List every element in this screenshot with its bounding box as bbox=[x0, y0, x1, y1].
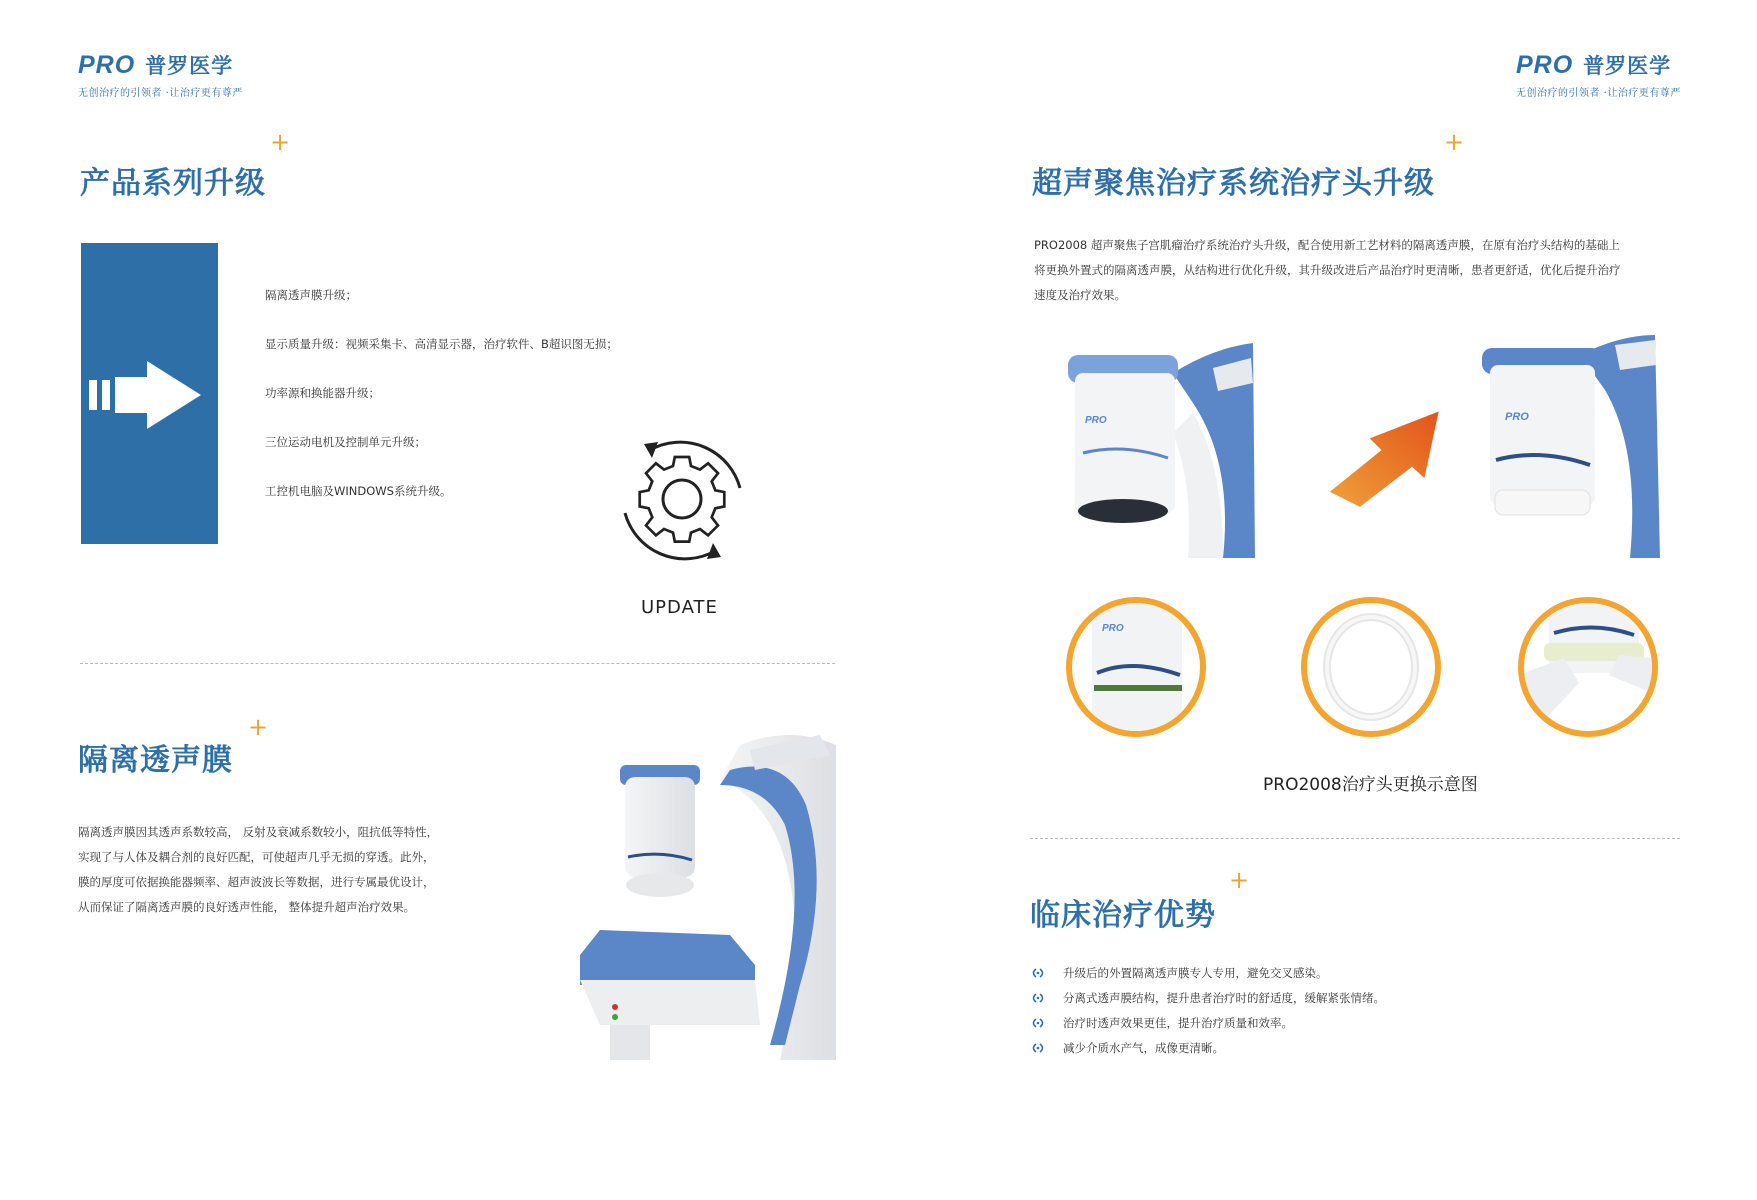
treatment-head-description bbox=[1034, 233, 1694, 308]
paragraph-line: 速度及治疗效果。 bbox=[1034, 288, 1126, 302]
paragraph-line: 从而保证了隔离透声膜的良好透声性能， 整体提升超声治疗效果。 bbox=[78, 900, 416, 914]
section-title-clinical-advantages: 临床治疗优势 bbox=[1030, 898, 1216, 933]
paragraph-line: 膜的厚度可依据换能器频率、超声波波长等数据，进行专属最优设计， bbox=[78, 875, 435, 889]
plus-decoration: + bbox=[1444, 128, 1465, 156]
list-item: 工控机电脑及WINDOWS系统升级。 bbox=[265, 483, 452, 498]
detail-circle-installation bbox=[1518, 597, 1658, 737]
advantage-text: 分离式透声膜结构，提升患者治疗时的舒适度，缓解紧张情绪。 bbox=[1063, 990, 1385, 1005]
section-title-product-upgrade: 产品系列升级 bbox=[80, 166, 266, 201]
device-pro-label: PRO bbox=[1085, 415, 1107, 426]
list-item: 三位运动电机及控制单元升级； bbox=[265, 434, 426, 449]
list-item bbox=[1030, 1010, 1385, 1035]
upgrade-arrow-block bbox=[81, 243, 218, 544]
list-item: 隔离透声膜升级； bbox=[265, 287, 357, 302]
plus-decoration: + bbox=[1229, 866, 1250, 894]
logo-pro-text: PRO bbox=[78, 50, 136, 79]
section-divider bbox=[80, 663, 835, 664]
image-caption: PRO2008治疗头更换示意图 bbox=[1263, 775, 1478, 795]
plus-decoration: + bbox=[270, 128, 291, 156]
paragraph-line: 将更换外置式的隔离透声膜，从结构进行优化升级，其升级改进后产品治疗时更清晰，患者更舒适，优化后提升治疗 bbox=[1034, 263, 1621, 277]
advantage-text: 升级后的外置隔离透声膜专人专用，避免交叉感染。 bbox=[1063, 965, 1328, 980]
bullet-icon bbox=[1030, 1017, 1046, 1029]
bullet-icon bbox=[1030, 1042, 1046, 1054]
section-title-isolation-membrane: 隔离透声膜 bbox=[78, 743, 233, 778]
bullet-icon bbox=[1030, 967, 1046, 979]
logo-name: 普罗医学 bbox=[1583, 54, 1672, 78]
logo-name: 普罗医学 bbox=[145, 54, 234, 78]
gear-update-icon bbox=[610, 428, 755, 573]
treatment-head-after-image bbox=[1480, 330, 1660, 558]
membrane-description bbox=[78, 820, 498, 920]
device-illustration bbox=[580, 725, 836, 1060]
brand-logo-right bbox=[1516, 50, 1681, 99]
advantage-list bbox=[1030, 960, 1385, 1060]
update-label: UPDATE bbox=[641, 597, 718, 618]
paragraph-line: PRO2008 超声聚焦子宫肌瘤治疗系统治疗头升级，配合使用新工艺材料的隔离透声膜，在原有治疗头结构的基础上 bbox=[1034, 238, 1620, 252]
section-divider bbox=[1030, 838, 1680, 839]
detail-circle-head bbox=[1066, 597, 1206, 737]
right-arrow-icon bbox=[81, 243, 218, 544]
logo-pro-text: PRO bbox=[1516, 50, 1574, 79]
advantage-text: 治疗时透声效果更佳，提升治疗质量和效率。 bbox=[1063, 1015, 1293, 1030]
upgrade-feature-list bbox=[265, 280, 618, 525]
list-item bbox=[1030, 1035, 1385, 1060]
upgrade-arrow-icon bbox=[1320, 400, 1450, 510]
paragraph-line: 实现了与人体及耦合剂的良好匹配，可使超声几乎无损的穿透。此外， bbox=[78, 850, 435, 864]
list-item: 显示质量升级：视频采集卡、高清显示器，治疗软件、B超识图无损； bbox=[265, 336, 618, 351]
brand-logo-left bbox=[78, 50, 243, 99]
list-item: 功率源和换能器升级； bbox=[265, 385, 380, 400]
device-pro-label: PRO bbox=[1102, 623, 1124, 634]
detail-circle-membrane-ring bbox=[1301, 597, 1441, 737]
device-pro-label: PRO bbox=[1505, 411, 1529, 423]
paragraph-line: 隔离透声膜因其透声系数较高， 反射及衰减系数较小，阻抗低等特性， bbox=[78, 825, 439, 839]
advantage-text: 减少介质水产气，成像更清晰。 bbox=[1063, 1040, 1224, 1055]
list-item bbox=[1030, 985, 1385, 1010]
treatment-head-before-image bbox=[1063, 343, 1255, 558]
plus-decoration: + bbox=[248, 713, 269, 741]
bullet-icon bbox=[1030, 992, 1046, 1004]
list-item bbox=[1030, 960, 1385, 985]
logo-tagline: 无创治疗的引领者 ·让治疗更有尊严 bbox=[78, 88, 243, 99]
section-title-treatment-head-upgrade: 超声聚焦治疗系统治疗头升级 bbox=[1032, 166, 1435, 201]
logo-tagline: 无创治疗的引领者 ·让治疗更有尊严 bbox=[1516, 88, 1681, 99]
